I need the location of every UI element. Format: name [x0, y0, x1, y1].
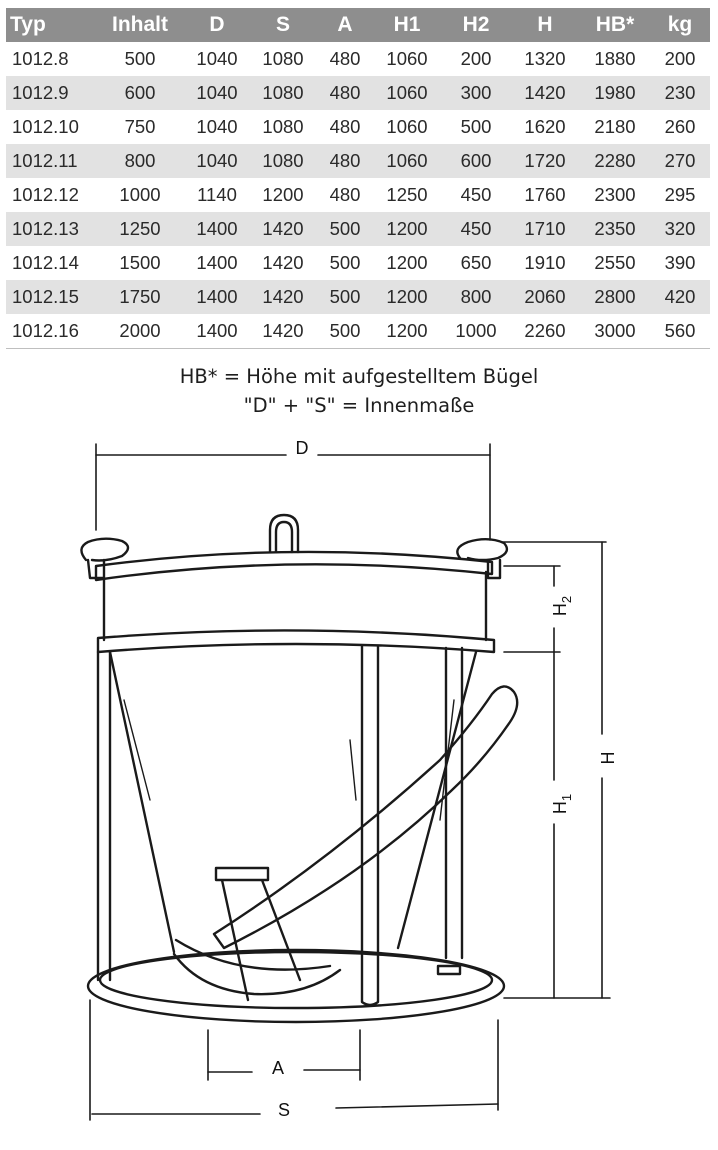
table-row	[6, 42, 710, 76]
cell-h2: 800	[442, 280, 510, 314]
cell-h1: 1060	[386, 48, 428, 69]
cell-h1: 1060	[386, 116, 428, 137]
cell-kg: 560	[650, 314, 710, 349]
table-row	[6, 212, 710, 246]
cell-s: 1080	[262, 48, 304, 69]
cell-hb: 1980	[580, 76, 650, 110]
cell-h1: 1200	[372, 280, 442, 314]
dim-label-h2	[550, 596, 574, 616]
footnote-hb: HB* = Höhe mit aufgestelltem Bügel	[179, 365, 539, 388]
table-row	[6, 178, 710, 212]
cell-h2: 450	[442, 212, 510, 246]
cell-inhalt: 1000	[119, 184, 161, 205]
dim-label-h1-group	[550, 794, 574, 814]
cell-h: 2060	[510, 280, 580, 314]
cell-s: 1420	[262, 252, 304, 273]
cell-h1: 1200	[372, 314, 442, 349]
cell-inhalt: 1750	[94, 280, 186, 314]
cell-h: 1720	[510, 144, 580, 178]
cell-kg: 295	[664, 184, 696, 205]
dimension-lines	[90, 444, 610, 1120]
cell-h2: 500	[460, 116, 492, 137]
cell-h: 1420	[510, 76, 580, 110]
cell-d: 1040	[196, 48, 238, 69]
cell-typ: 1012.8	[12, 48, 69, 69]
cell-hb: 1880	[594, 48, 636, 69]
cell-h1: 1200	[372, 212, 442, 246]
dim-label-h1-sub: 1	[559, 793, 574, 802]
cell-s: 1080	[262, 116, 304, 137]
table-row	[6, 144, 710, 178]
cell-d: 1400	[186, 280, 248, 314]
cell-h: 1620	[524, 116, 566, 137]
table-row	[6, 110, 710, 144]
cell-s: 1420	[248, 212, 318, 246]
cell-hb: 2300	[594, 184, 636, 205]
cell-a: 480	[318, 76, 372, 110]
cell-d: 1040	[186, 76, 248, 110]
cell-typ: 1012.13	[6, 212, 94, 246]
left-hook	[81, 539, 128, 578]
concrete-bucket-drawing	[0, 420, 718, 1140]
cell-a: 500	[318, 280, 372, 314]
col-header-h: H	[510, 8, 580, 42]
col-header-h1: H1	[372, 8, 442, 42]
cell-a: 500	[318, 212, 372, 246]
cell-kg: 200	[664, 48, 696, 69]
cell-a: 500	[318, 314, 372, 349]
col-header-h2: H2	[442, 8, 510, 42]
cell-kg: 270	[650, 144, 710, 178]
col-header-hb: HB*	[580, 8, 650, 42]
dim-label-h2-group	[550, 596, 574, 616]
left-front-leg	[98, 652, 110, 980]
cell-h2: 600	[442, 144, 510, 178]
cell-d: 1040	[196, 116, 238, 137]
cell-kg: 390	[664, 252, 696, 273]
cell-d: 1140	[197, 184, 237, 205]
cell-a: 480	[329, 184, 361, 205]
cell-kg: 260	[664, 116, 696, 137]
cell-a: 500	[329, 252, 361, 273]
cell-h1: 1060	[372, 76, 442, 110]
middle-band	[98, 630, 494, 652]
cell-typ: 1012.16	[6, 314, 94, 349]
cell-a: 480	[329, 48, 361, 69]
cell-typ: 1012.9	[6, 76, 94, 110]
col-header-d: D	[186, 8, 248, 42]
handle-lever	[214, 686, 517, 948]
dim-label-h1-main: H	[550, 801, 570, 815]
cell-d: 1400	[186, 212, 248, 246]
cell-inhalt: 2000	[94, 314, 186, 349]
cell-d: 1400	[186, 314, 248, 349]
cell-hb: 2180	[594, 116, 636, 137]
table-row	[6, 314, 710, 349]
dim-label-h1	[550, 794, 574, 814]
col-header-s: S	[248, 8, 318, 42]
specification-table	[6, 8, 710, 349]
cell-d: 1040	[186, 144, 248, 178]
dim-label-h2-main: H	[550, 603, 570, 617]
cell-h2: 200	[460, 48, 492, 69]
cell-h: 2260	[510, 314, 580, 349]
cell-kg: 230	[650, 76, 710, 110]
base-ring-inner	[100, 952, 492, 1008]
cell-typ: 1012.11	[6, 144, 94, 178]
cell-hb: 2280	[580, 144, 650, 178]
cell-hb: 2550	[594, 252, 636, 273]
table-row	[6, 76, 710, 110]
cell-a: 480	[318, 144, 372, 178]
cell-h: 1320	[524, 48, 566, 69]
cell-typ: 1012.10	[12, 116, 79, 137]
cell-inhalt: 1500	[119, 252, 161, 273]
dim-label-s: S	[277, 1100, 291, 1120]
cell-h2: 450	[460, 184, 492, 205]
cell-s: 1200	[262, 184, 304, 205]
right-rear-leg	[446, 648, 462, 958]
cell-kg: 320	[650, 212, 710, 246]
cell-h: 1910	[524, 252, 566, 273]
cell-h: 1760	[524, 184, 566, 205]
table-row	[6, 246, 710, 280]
col-header-kg: kg	[650, 8, 710, 42]
dim-label-h2-sub: 2	[559, 595, 574, 604]
col-header-inhalt: Inhalt	[94, 8, 186, 42]
footnotes	[0, 362, 718, 420]
cell-inhalt: 750	[124, 116, 156, 137]
cell-s: 1080	[248, 76, 318, 110]
table-row	[6, 280, 710, 314]
cell-h1: 1200	[386, 252, 428, 273]
cell-inhalt: 500	[124, 48, 156, 69]
cell-inhalt: 600	[94, 76, 186, 110]
dim-label-a: A	[271, 1058, 285, 1078]
cell-h1: 1060	[372, 144, 442, 178]
cell-s: 1080	[248, 144, 318, 178]
cell-d: 1400	[196, 252, 238, 273]
dim-label-h: H	[598, 751, 618, 765]
top-rim	[96, 552, 492, 580]
dim-label-h-group	[598, 752, 618, 765]
lifting-eye	[270, 515, 298, 552]
cell-inhalt: 800	[94, 144, 186, 178]
cell-s: 1420	[248, 280, 318, 314]
cell-h2: 650	[460, 252, 492, 273]
col-header-typ: Typ	[6, 8, 94, 42]
dim-label-d: D	[295, 438, 309, 458]
cell-hb: 3000	[580, 314, 650, 349]
cone	[110, 652, 476, 952]
cone-inner-lines	[124, 700, 454, 820]
base-foot	[438, 966, 460, 974]
cell-typ: 1012.14	[12, 252, 79, 273]
cell-h: 1710	[510, 212, 580, 246]
cell-hb: 2350	[580, 212, 650, 246]
cell-inhalt: 1250	[94, 212, 186, 246]
col-header-a: A	[318, 8, 372, 42]
table-header-row	[6, 8, 710, 42]
cell-h1: 1250	[386, 184, 428, 205]
cell-h2: 300	[442, 76, 510, 110]
cell-h2: 1000	[442, 314, 510, 349]
cell-typ: 1012.15	[6, 280, 94, 314]
cell-typ: 1012.12	[12, 184, 79, 205]
cell-s: 1420	[248, 314, 318, 349]
cell-kg: 420	[650, 280, 710, 314]
footnote-inner-dimensions: "D" + "S" = Innenmaße	[243, 394, 475, 417]
outlet-gate	[174, 868, 340, 1000]
cell-a: 480	[329, 116, 361, 137]
cell-hb: 2800	[580, 280, 650, 314]
